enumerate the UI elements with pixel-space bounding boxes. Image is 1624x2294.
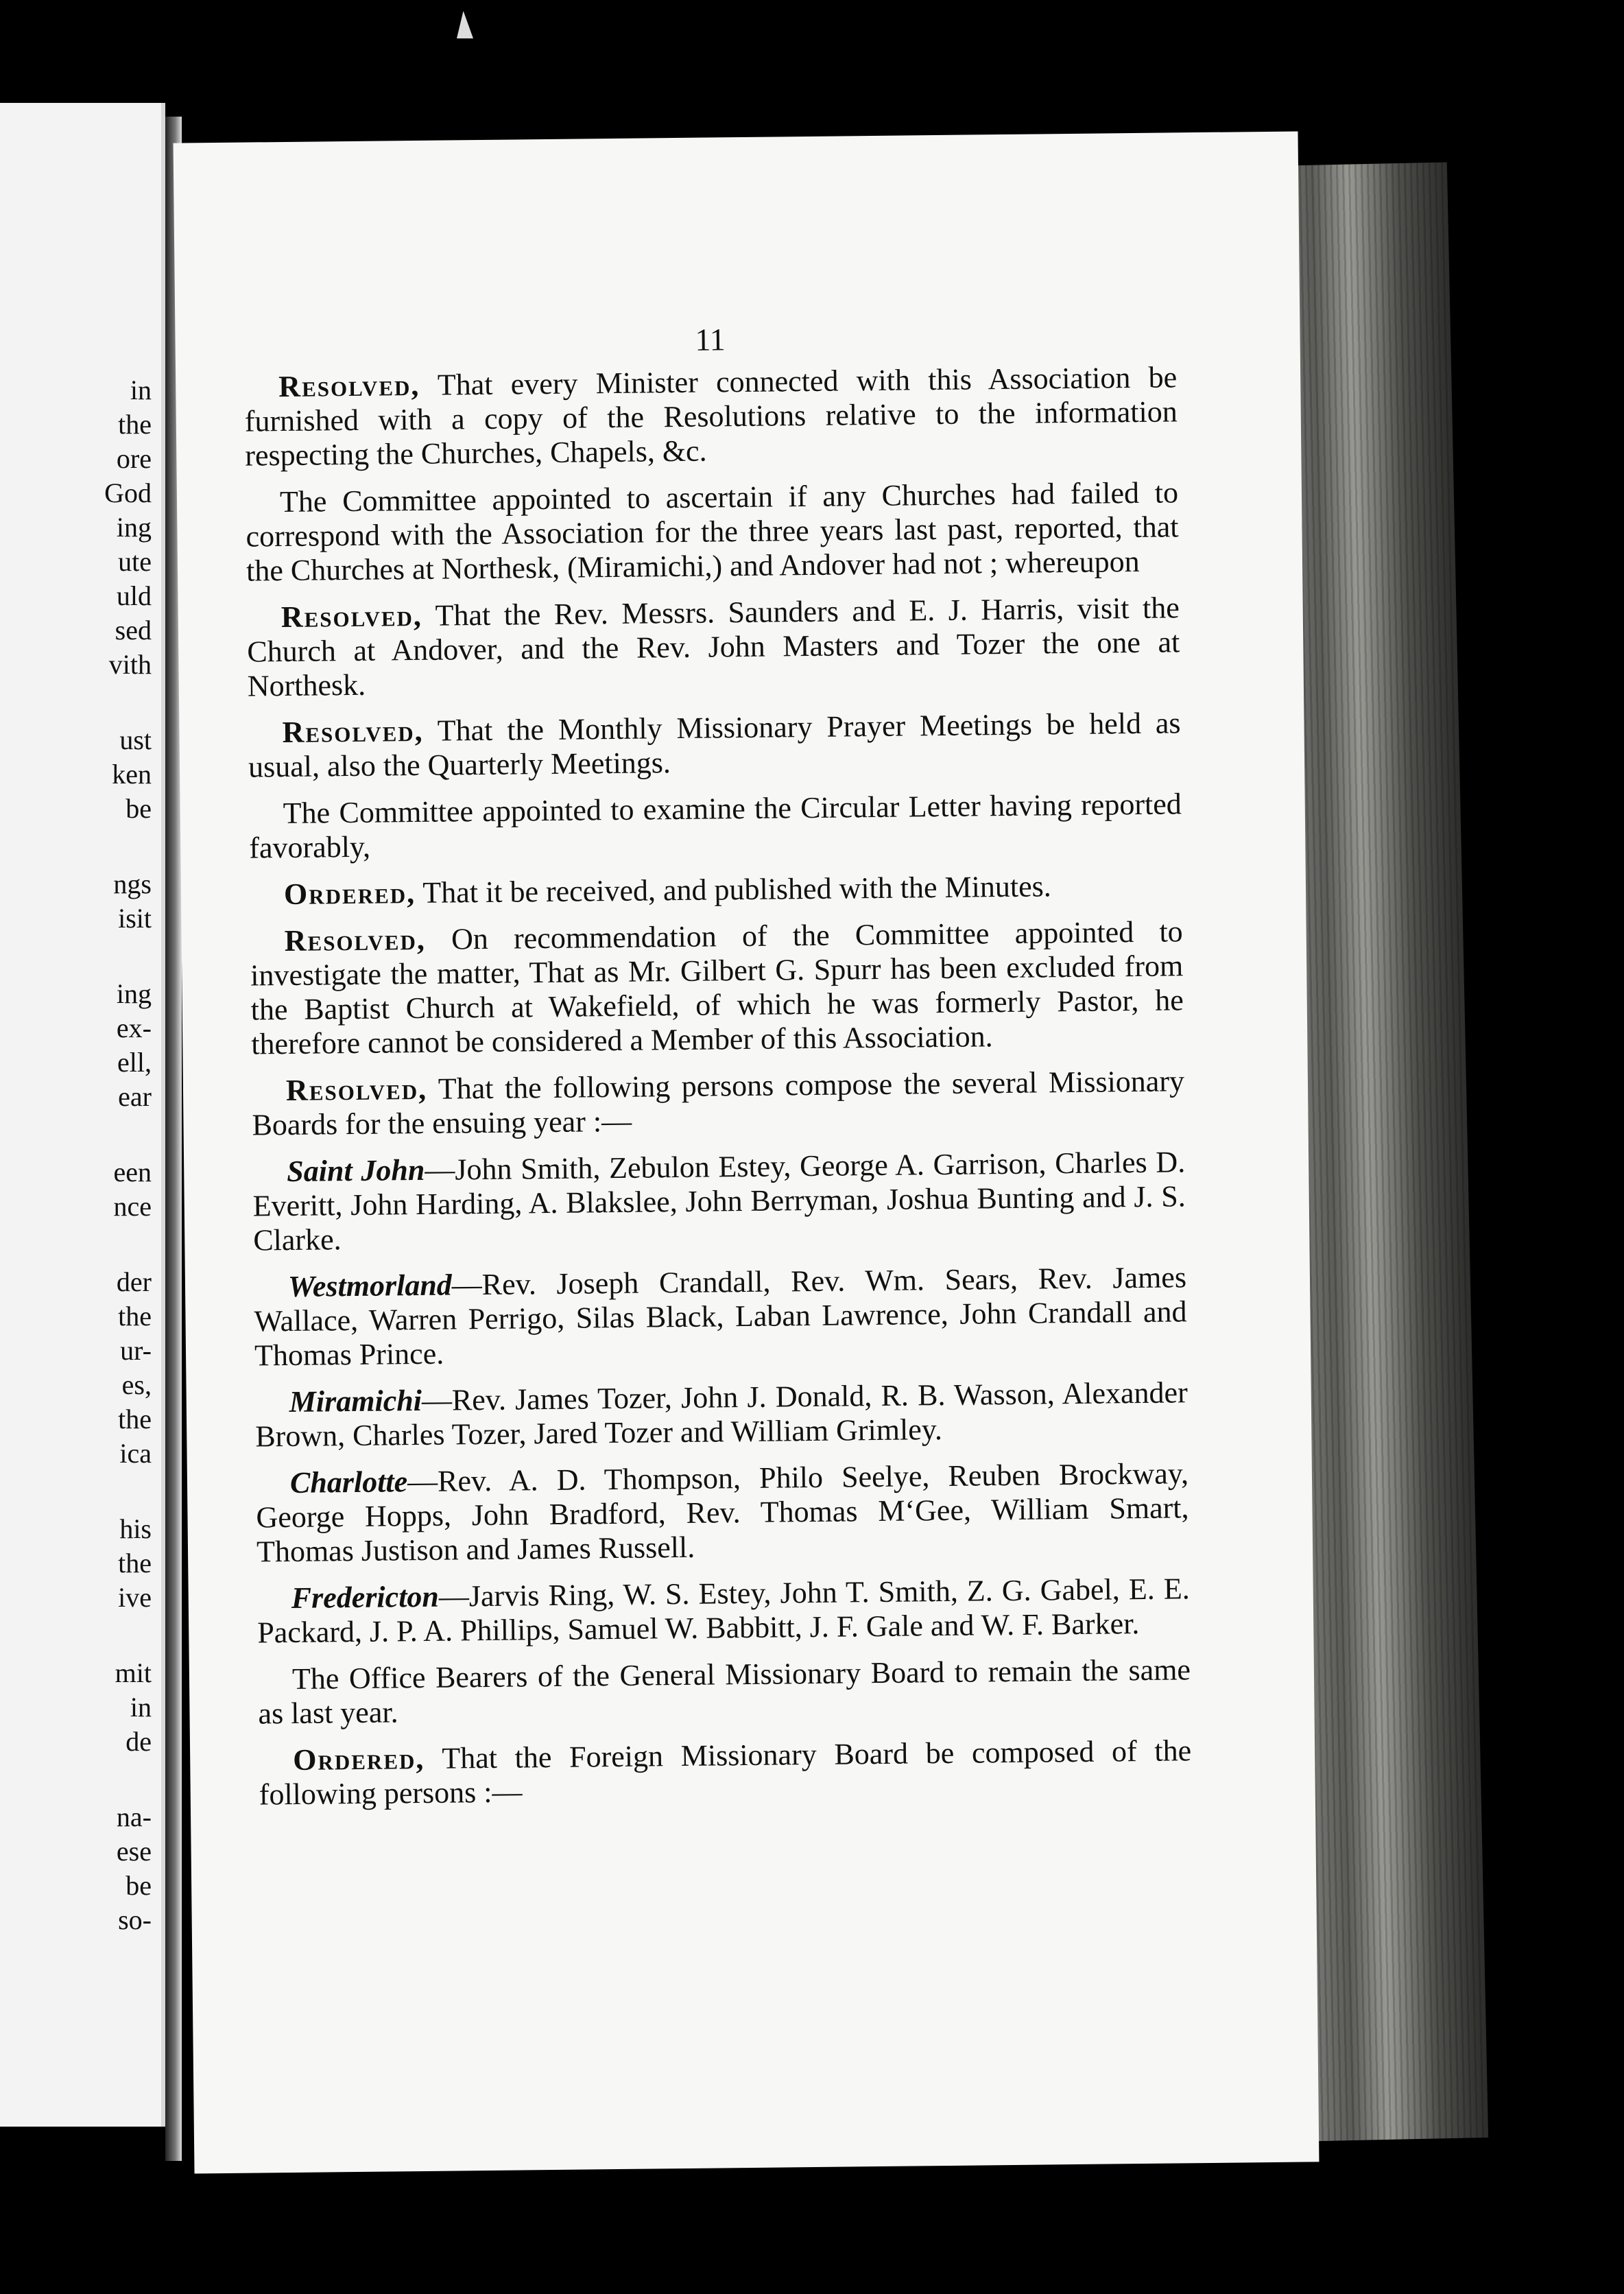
paragraph-text: That every Minister connected with this Association be furnished with a copy of the Resolutions relative to the information respecting the Churches, Chapels, &c. — [244, 360, 1178, 473]
right-page — [174, 131, 1320, 2173]
paragraph-text: That the following persons compose the several Missionary Boards for the ensuing year :— — [252, 1064, 1185, 1142]
left-page-fragment: ore — [116, 443, 152, 474]
resolution-paragraph — [244, 360, 1178, 473]
paragraph-lead: Resolved, — [280, 598, 423, 635]
paragraph-lead: Ordered, — [283, 876, 416, 912]
corner-mark — [457, 11, 473, 38]
paragraph-lead: Resolved, — [285, 1072, 428, 1108]
paragraph-text: That the Foreign Missionary Board be composed of the following persons :— — [259, 1734, 1192, 1812]
paragraph-lead: Ordered, — [292, 1741, 425, 1777]
committee-paragraph — [246, 475, 1179, 588]
resolution-paragraph — [250, 914, 1184, 1061]
left-page-edge — [0, 103, 165, 2127]
left-page-fragment: ear — [118, 1081, 152, 1112]
resolution-paragraph — [248, 706, 1181, 784]
paragraph-text: The Office Bearers of the General Missionary Board to remain the same as last year. — [258, 1653, 1191, 1731]
paragraph-text: That the Rev. Messrs. Saunders and E. J. Harris, visit the Church at Andover, and the Rev. John Masters and Tozer the one at Northesk. — [247, 591, 1180, 703]
paragraph-lead: Resolved, — [282, 713, 424, 750]
board-place: Miramichi — [289, 1383, 422, 1419]
left-page-fragment: ex- — [116, 1013, 152, 1043]
left-page-fragment: ing — [116, 978, 152, 1009]
page-number: 11 — [695, 322, 726, 357]
left-page-fragment: ngs — [113, 868, 152, 899]
left-page-fragment: so- — [118, 1904, 152, 1935]
board-place: Saint John — [286, 1152, 425, 1189]
board-members: —Rev. A. D. Thompson, Philo Seelye, Reuben Brockway, George Hopps, John Bradford, Rev. Thomas M‘Gee, William Smart, Thomas Justison and James Russell. — [256, 1456, 1189, 1569]
left-page-fragment: ing — [116, 512, 152, 543]
left-page-fragment: his — [119, 1513, 152, 1544]
board-members: —Jarvis Ring, W. S. Estey, John T. Smith, Z. G. Gabel, E. E. Packard, J. P. A. Phillips, Samuel W. Babbitt, J. F. Gale and W. F. Barker. — [257, 1572, 1190, 1650]
paragraph-text: On recommendation of the Committee appointed to investigate the matter, That as Mr. Gilbert G. Spurr has been excluded from the Baptist Church at Wakefield, of which he was formerly Pastor, he therefore cannot be considered a Member of this Association. — [250, 914, 1184, 1061]
left-page-fragment: God — [104, 477, 152, 508]
left-page-fragment: the — [118, 1404, 152, 1434]
board-miramichi — [255, 1375, 1189, 1454]
order-paragraph — [259, 1734, 1192, 1812]
committee-paragraph — [249, 787, 1182, 865]
left-page-fragment: in — [130, 1692, 152, 1723]
left-page-fragment: the — [118, 409, 152, 440]
board-charlotte — [256, 1456, 1189, 1569]
left-page-fragment: the — [118, 1301, 152, 1332]
paragraph-lead: Resolved, — [278, 368, 420, 404]
left-page-fragment: ken — [112, 759, 152, 790]
board-fredericton — [257, 1572, 1191, 1650]
left-page-fragment: ur- — [120, 1335, 152, 1366]
left-page-fragment: ica — [119, 1438, 152, 1469]
board-place: Charlotte — [289, 1465, 408, 1500]
order-paragraph — [250, 868, 1182, 912]
board-members: —Rev. Joseph Crandall, Rev. Wm. Sears, Rev. James Wallace, Warren Perrigo, Silas Black, Laban Lawrence, John Crandall and Thomas Prince. — [254, 1260, 1187, 1373]
left-page-fragment: mit — [115, 1657, 152, 1688]
left-page-fragment: nce — [113, 1191, 152, 1222]
board-westmorland — [254, 1260, 1187, 1373]
left-page-fragment: the — [118, 1548, 152, 1578]
paragraph-lead: Resolved, — [284, 922, 427, 958]
paragraph-text: The Committee appointed to ascertain if any Churches had failed to correspond with the Association for the three years last past, reported, that the Churches at Northesk, (Miramichi,) and Andover had not ; whereupon — [246, 475, 1179, 588]
board-saint-john — [252, 1145, 1186, 1257]
left-page-fragment: de — [126, 1726, 152, 1757]
left-page-fragment: der — [116, 1266, 152, 1297]
left-page-fragment: be — [126, 1870, 152, 1901]
left-page-fragment: ive — [118, 1582, 152, 1613]
resolution-paragraph — [247, 591, 1180, 703]
left-page-fragment: ell, — [117, 1047, 152, 1078]
left-page-fragment: uld — [116, 580, 152, 611]
paragraph-text: That the Monthly Missionary Prayer Meetings be held as usual, also the Quarterly Meetings. — [248, 706, 1181, 784]
left-page-fragment: vith — [108, 649, 152, 680]
board-place: Westmorland — [287, 1268, 453, 1304]
board-members: —Rev. James Tozer, John J. Donald, R. B. Wasson, Alexander Brown, Charles Tozer, Jared Tozer and William Grimley. — [255, 1375, 1188, 1454]
left-page-fragment: be — [126, 793, 152, 824]
board-place: Fredericton — [291, 1579, 440, 1615]
page-content — [243, 318, 1192, 1824]
left-page-fragment: sed — [115, 615, 152, 646]
left-page-fragment: isit — [118, 903, 152, 934]
office-bearers-paragraph — [258, 1653, 1191, 1731]
left-page-fragment: na- — [116, 1801, 152, 1832]
resolution-paragraph — [252, 1064, 1185, 1142]
left-page-fragment: ese — [116, 1836, 152, 1867]
paragraph-text: That it be received, and published with the Minutes. — [415, 869, 1052, 910]
paragraph-text: The Committee appointed to examine the Circular Letter having reported favorably, — [249, 787, 1182, 865]
left-page-fragment: ust — [119, 724, 152, 755]
left-page-fragment: es, — [121, 1369, 152, 1400]
left-page-fragment: ute — [118, 546, 152, 577]
left-page-fragment: in — [130, 375, 152, 405]
board-members: —John Smith, Zebulon Estey, George A. Garrison, Charles D. Everitt, John Harding, A. Blakslee, John Berryman, Joshua Bunting and J. S. Clarke. — [252, 1145, 1186, 1257]
left-page-fragment: een — [113, 1157, 152, 1187]
